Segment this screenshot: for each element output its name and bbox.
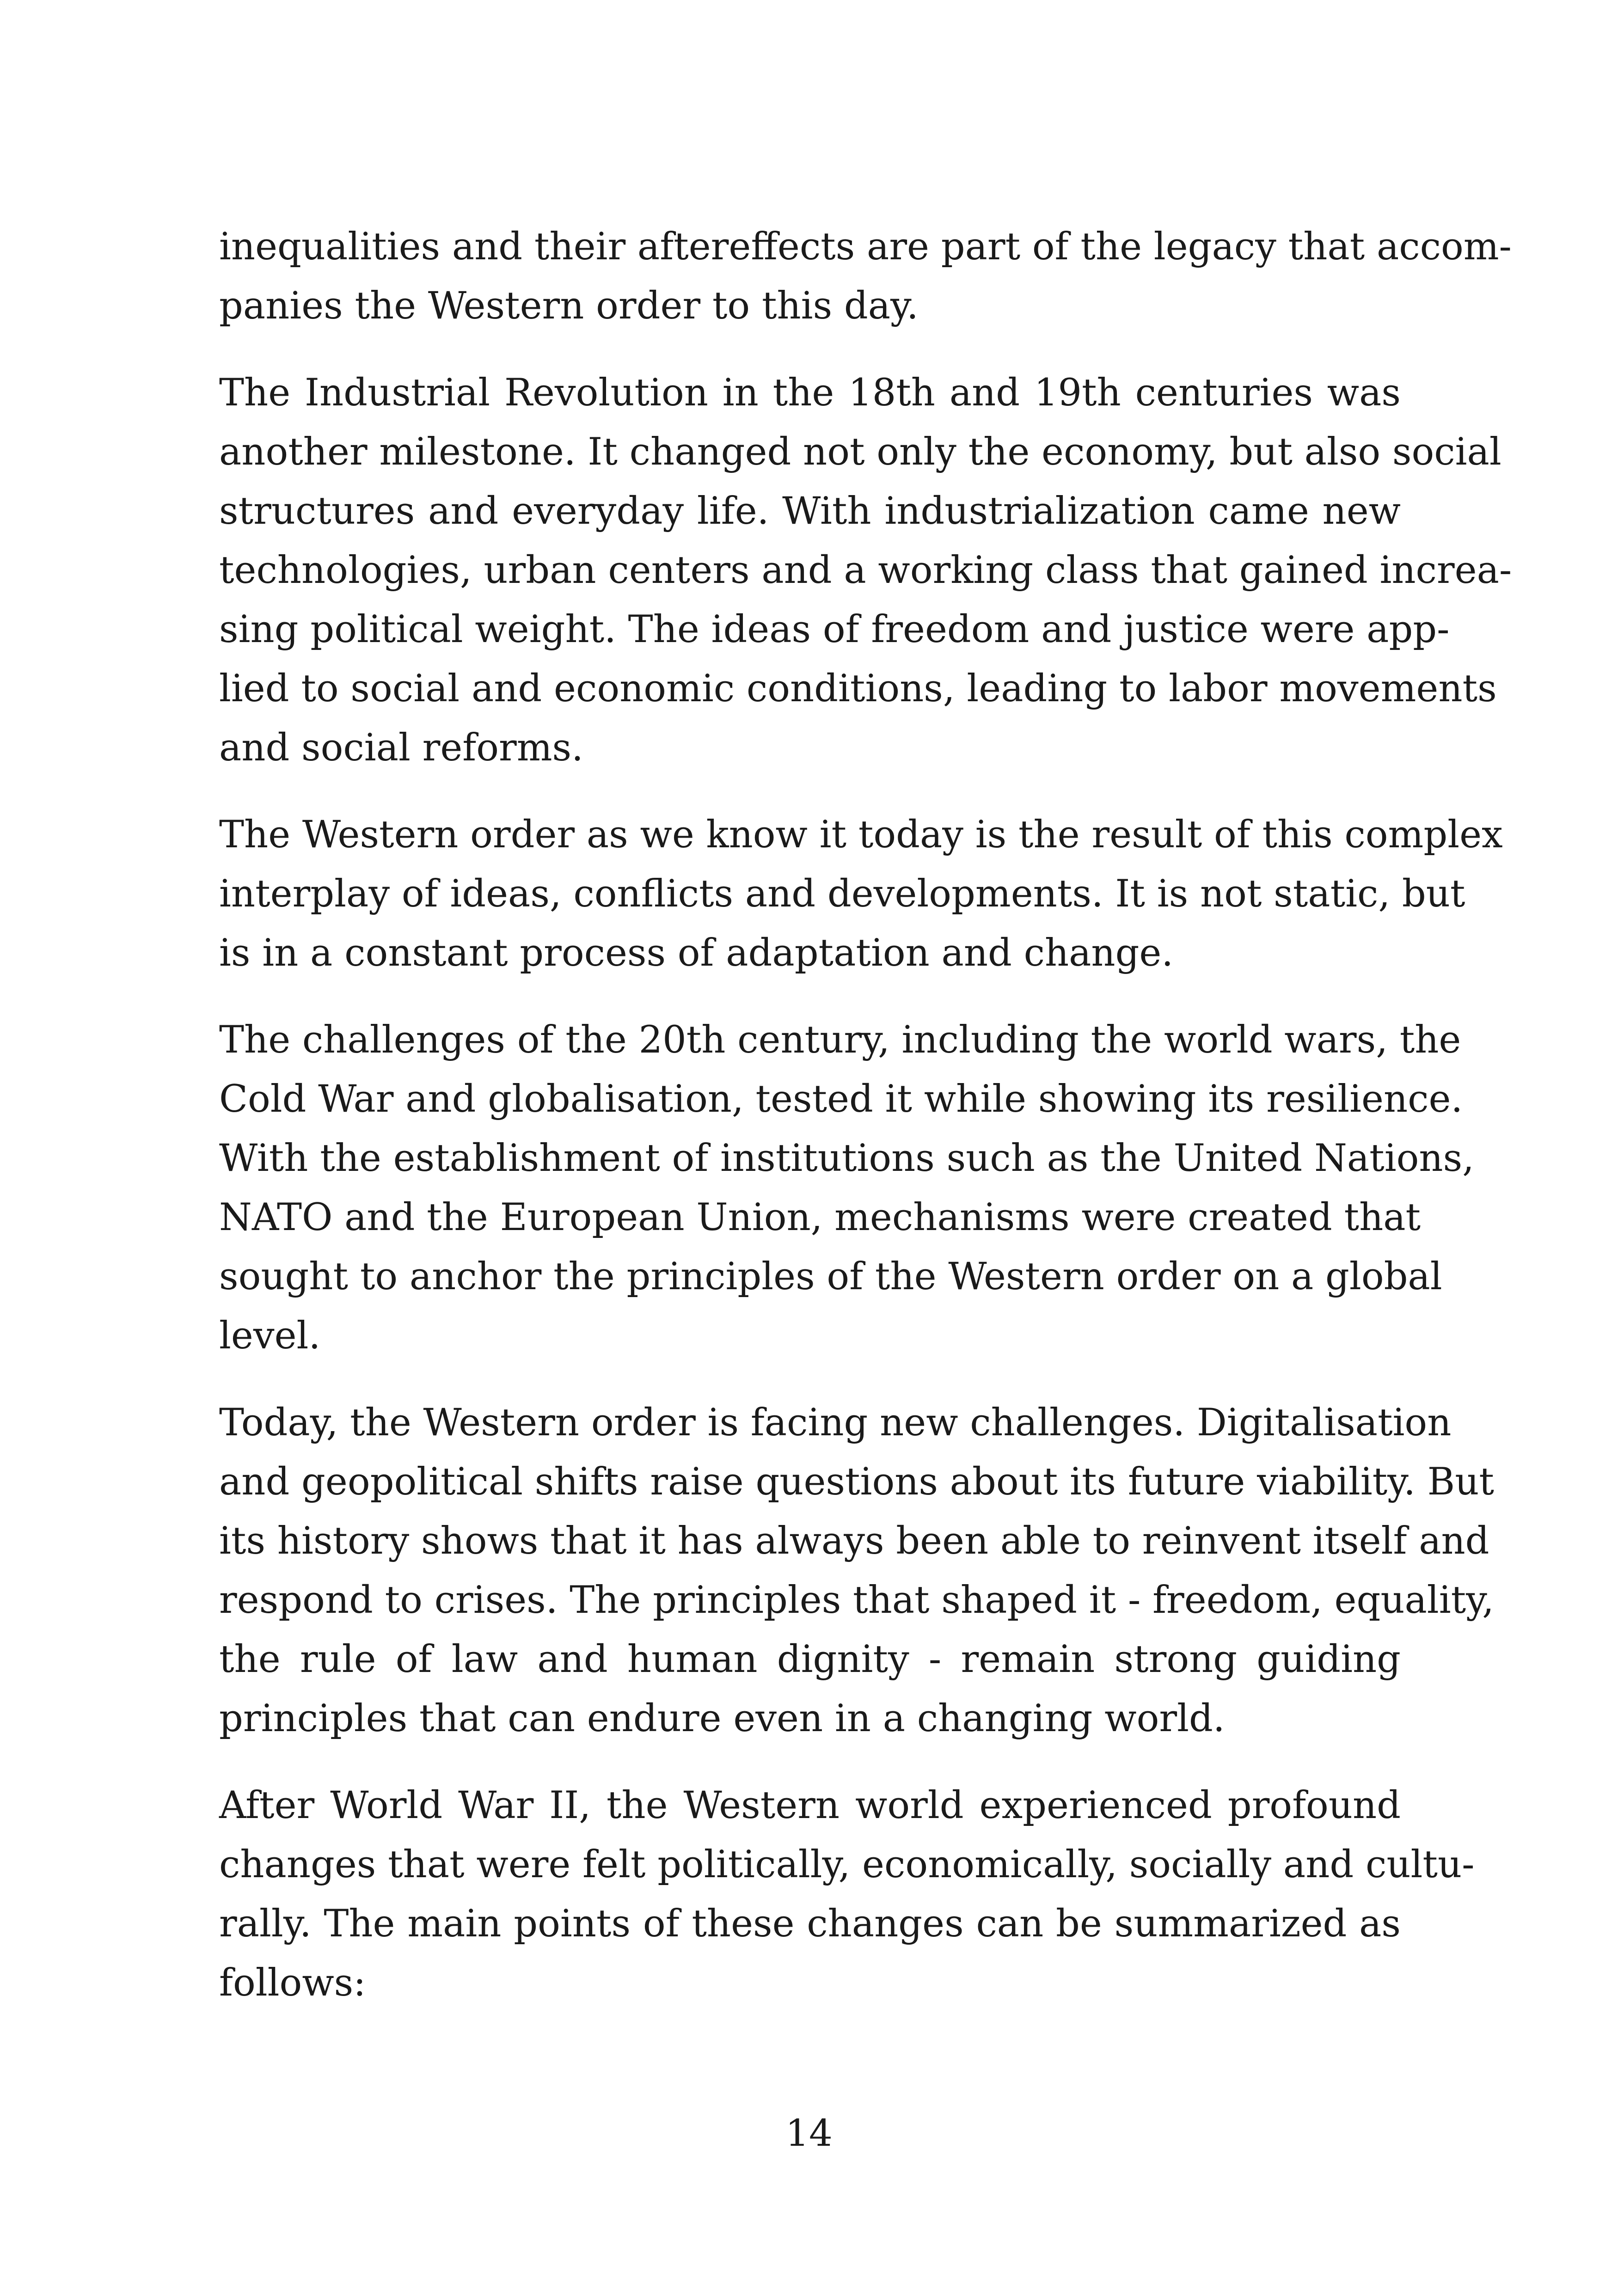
text-line: Cold War and globalisation, tested it while showing its resilience. xyxy=(219,1078,1463,1121)
body-text xyxy=(219,217,1512,2040)
text-line: The challenges of the 20th century, including the world wars, the xyxy=(219,1018,1461,1062)
text-line: sing political weight. The ideas of freedom and justice were app- xyxy=(219,608,1450,651)
text-line: respond to crises. The principles that shaped it - freedom, equality, xyxy=(219,1579,1494,1622)
text-line: another milestone. It changed not only the economy, but also social xyxy=(219,430,1502,474)
text-line: After World War II, the Western world experienced profound xyxy=(219,1784,1401,1827)
paragraph xyxy=(219,1776,1475,2013)
text-line: panies the Western order to this day. xyxy=(219,284,919,328)
page-number: 14 xyxy=(785,2112,833,2155)
text-line: lied to social and economic conditions, leading to labor movements xyxy=(219,667,1497,710)
text-line: structures and everyday life. With industrialization came new xyxy=(219,490,1401,533)
paragraph xyxy=(219,1010,1474,1365)
paragraph xyxy=(219,1393,1494,1748)
text-line: principles that can endure even in a changing world. xyxy=(219,1697,1225,1740)
text-line: inequalities and their aftereffects are part of the legacy that accom- xyxy=(219,225,1512,269)
text-line: interplay of ideas, conflicts and developments. It is not static, but xyxy=(219,872,1465,916)
paragraph xyxy=(219,805,1503,983)
text-line: is in a constant process of adaptation and change. xyxy=(219,931,1174,975)
text-line: its history shows that it has always been able to reinvent itself and xyxy=(219,1519,1489,1563)
text-line: The Industrial Revolution in the 18th and 19th centuries was xyxy=(219,371,1401,415)
text-line: changes that were felt politically, economically, socially and cultu- xyxy=(219,1843,1475,1886)
text-line: follows: xyxy=(219,1961,366,2005)
text-line: Today, the Western order is facing new challenges. Digitalisation xyxy=(219,1401,1452,1445)
text-line: technologies, urban centers and a working class that gained increa- xyxy=(219,549,1512,592)
text-line: and social reforms. xyxy=(219,726,583,770)
text-line: The Western order as we know it today is the result of this complex xyxy=(219,813,1503,857)
text-line: the rule of law and human dignity - remain strong guiding xyxy=(219,1638,1401,1681)
text-line: rally. The main points of these changes can be summarized as xyxy=(219,1902,1401,1946)
paragraph xyxy=(219,217,1512,336)
text-line: NATO and the European Union, mechanisms were created that xyxy=(219,1196,1421,1239)
text-line: With the establishment of institutions such as the United Nations, xyxy=(219,1137,1474,1180)
text-line: and geopolitical shifts raise questions about its future viability. But xyxy=(219,1460,1494,1504)
text-line: sought to anchor the principles of the Western order on a global xyxy=(219,1255,1442,1298)
paragraph xyxy=(219,363,1512,778)
text-line: level. xyxy=(219,1314,321,1358)
